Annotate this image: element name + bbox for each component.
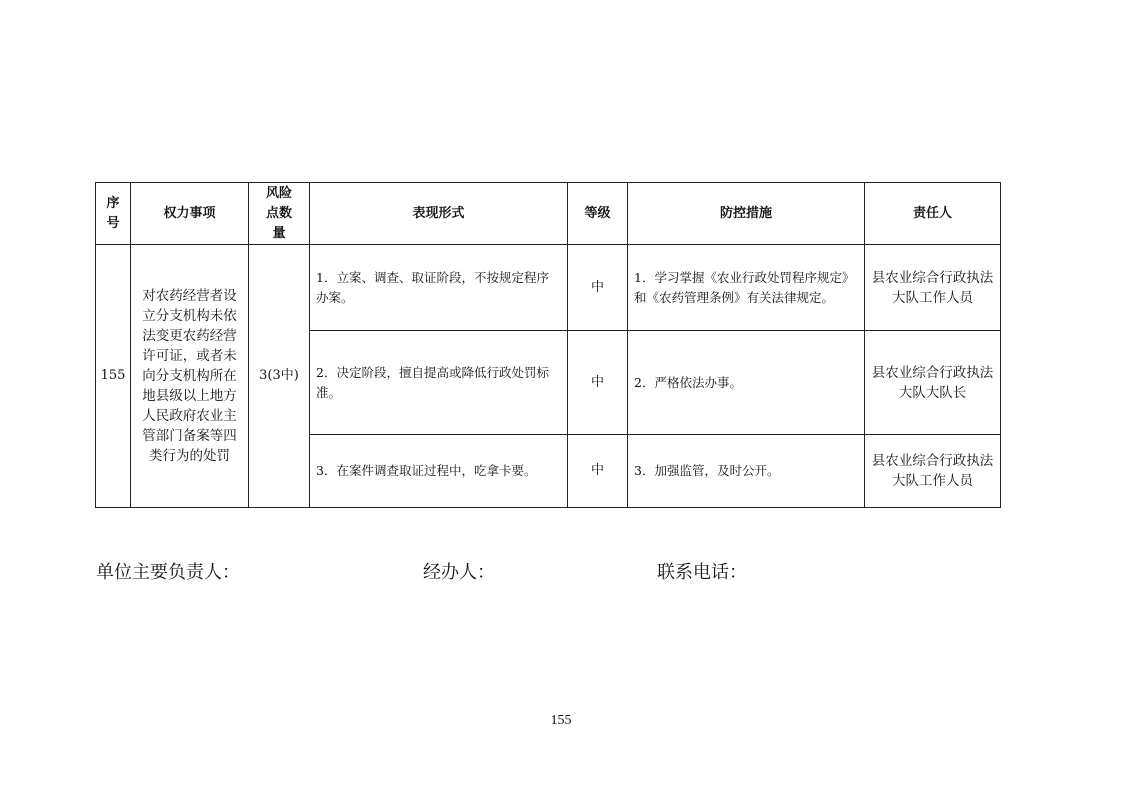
risk-measure-cell: 1．学习掌握《农业行政处罚程序规定》和《农药管理条例》有关法律规定。: [628, 245, 865, 331]
risk-measure-cell: 3．加强监管，及时公开。: [628, 435, 865, 508]
page-number: 155: [550, 713, 572, 728]
risk-responsible-cell: 县农业综合行政执法大队大队长: [865, 331, 1001, 435]
risk-table: [95, 182, 1001, 508]
header-measures: 防控措施: [628, 183, 865, 245]
signature-handler-label: 经办人：: [423, 562, 495, 583]
header-form: 表现形式: [310, 183, 568, 245]
risk-form-cell: 1．立案、调查、取证阶段，不按规定程序办案。: [310, 245, 568, 331]
risk-responsible-cell: 县农业综合行政执法大队工作人员: [865, 245, 1001, 331]
header-power-item: 权力事项: [131, 183, 249, 245]
risk-form-cell: 2．决定阶段，擅自提高或降低行政处罚标准。: [310, 331, 568, 435]
header-level: 等级: [568, 183, 628, 245]
signature-leader-label: 单位主要负责人：: [96, 562, 240, 583]
header-seq: 序号: [96, 183, 131, 245]
header-risk-count: 风险点数量: [249, 183, 310, 245]
risk-level-cell: 中: [568, 331, 628, 435]
signature-phone-label: 联系电话：: [657, 562, 747, 583]
table-row: [96, 245, 1001, 331]
power-item-cell: 对农药经营者设立分支机构未依法变更农药经营许可证，或者未向分支机构所在地县级以上地方人民政府农业主管部门备案等四类行为的处罚: [131, 245, 249, 508]
header-row: [96, 183, 1001, 245]
risk-responsible-cell: 县农业综合行政执法大队工作人员: [865, 435, 1001, 508]
risk-level-cell: 中: [568, 435, 628, 508]
header-responsible: 责任人: [865, 183, 1001, 245]
risk-form-cell: 3．在案件调查取证过程中，吃拿卡要。: [310, 435, 568, 508]
risk-level-cell: 中: [568, 245, 628, 331]
risk-measure-cell: 2．严格依法办事。: [628, 331, 865, 435]
risk-count-cell: 3(3中): [249, 245, 310, 508]
seq-cell: 155: [96, 245, 131, 508]
